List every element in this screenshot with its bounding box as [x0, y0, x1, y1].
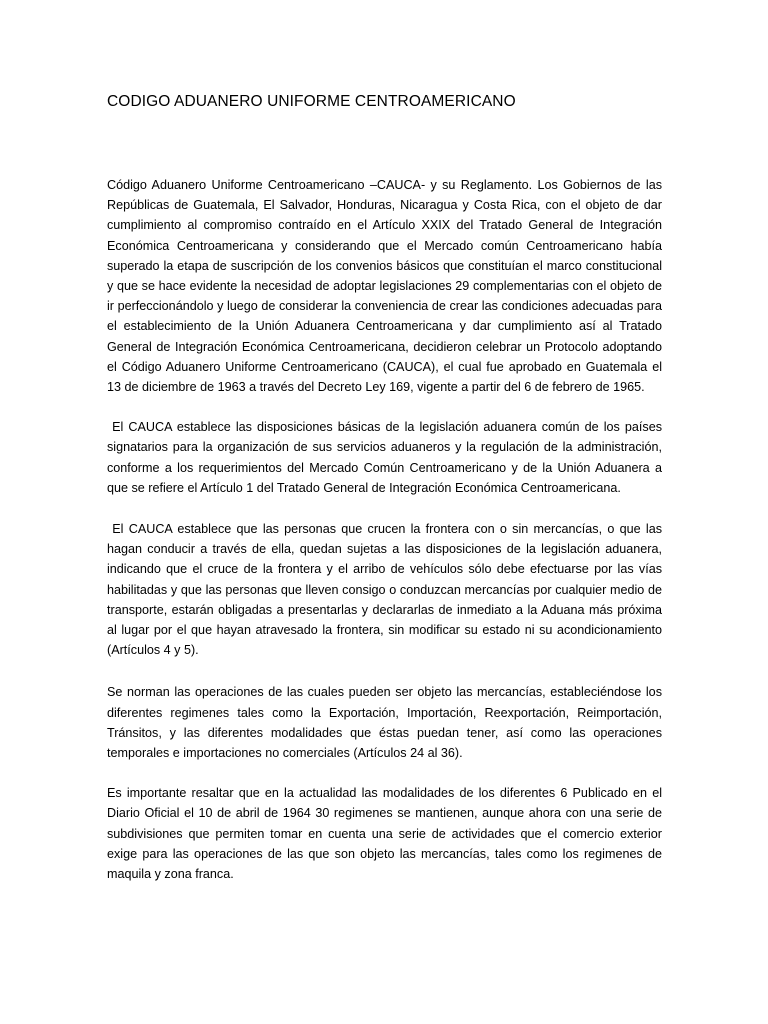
paragraph-border-crossing: El CAUCA establece que las personas que crucen la frontera con o sin mercancías, o que las hagan conducir a través de ella, quedan sujetas a las disposiciones de la legislación aduanera, indicando que el cruce de la frontera y el arribo de vehículos sólo debe efectuarse por las vías habilitadas y que las personas que lleven consigo o conduzcan mercancías por cualquier medio de transporte, estarán obligadas a presentarlas y declararlas de inmediato a la Aduana más próxima al lugar por el que hayan atravesado la frontera, sin modificar su estado ni su acondicionamiento (Artículos 4 y 5).	[107, 522, 666, 658]
paragraph-cauca-origin: Código Aduanero Uniforme Centroamericano –CAUCA- y su Reglamento. Los Gobiernos de las Repúblicas de Guatemala, El Salvador, Honduras, Nicaragua y Costa Rica, con el objeto de dar cumplimiento al compromiso contraído en el Artículo XXIX del Tratado General de Integración Económica Centroamericana y considerando que el Mercado común Centroamericano había superado la etapa de suscripción de los convenios básicos que constituían el marco constitucional y que se hace evidente la necesidad de adoptar legislaciones 29 complementarias con el objeto de ir perfeccionándolo y luego de considerar la conveniencia de crear las condiciones adecuadas para el establecimiento de la Unión Aduanera Centroamericana y dar cumplimiento así al Tratado General de Integración Económica Centroamericana, decidieron celebrar un Protocolo adoptando el Código Aduanero Uniforme Centroamericano (CAUCA), el cual fue aprobado en Guatemala el 13 de diciembre de 1963 a través del Decreto Ley 169, vigente a partir del 6 de febrero de 1965.	[107, 178, 666, 395]
document-title: CODIGO ADUANERO UNIFORME CENTROAMERICANO	[107, 93, 516, 110]
paragraph-cauca-provisions: El CAUCA establece las disposiciones básicas de la legislación aduanera común de los países signatarios para la organización de sus servicios aduaneros y la regulación de la administración, conforme a los requerimientos del Mercado Común Centroamericano y de la Unión Aduanera a que se refiere el Artículo 1 del Tratado General de Integración Económica Centroamericana.	[107, 420, 666, 495]
document-body	[107, 175, 666, 908]
paragraph-current-modalities: Es importante resaltar que en la actualidad las modalidades de los diferentes 6 Publicado en el Diario Oficial el 10 de abril de 1964 30 regimenes se mantienen, aunque ahora con una serie de subdivisiones que permiten tomar en cuenta una serie de actividades que el comercio exterior exige para las operaciones de las que son objeto las mercancías, tales como los regimenes de maquila y zona franca.	[107, 786, 666, 882]
paragraph-customs-regimes: Se norman las operaciones de las cuales pueden ser objeto las mercancías, estableciéndose los diferentes regimenes tales como la Exportación, Importación, Reexportación, Reimportación, Tránsitos, y las diferentes modalidades que éstas puedan tener, así como las operaciones temporales e importaciones no comerciales (Artículos 24 al 36).	[107, 685, 666, 761]
